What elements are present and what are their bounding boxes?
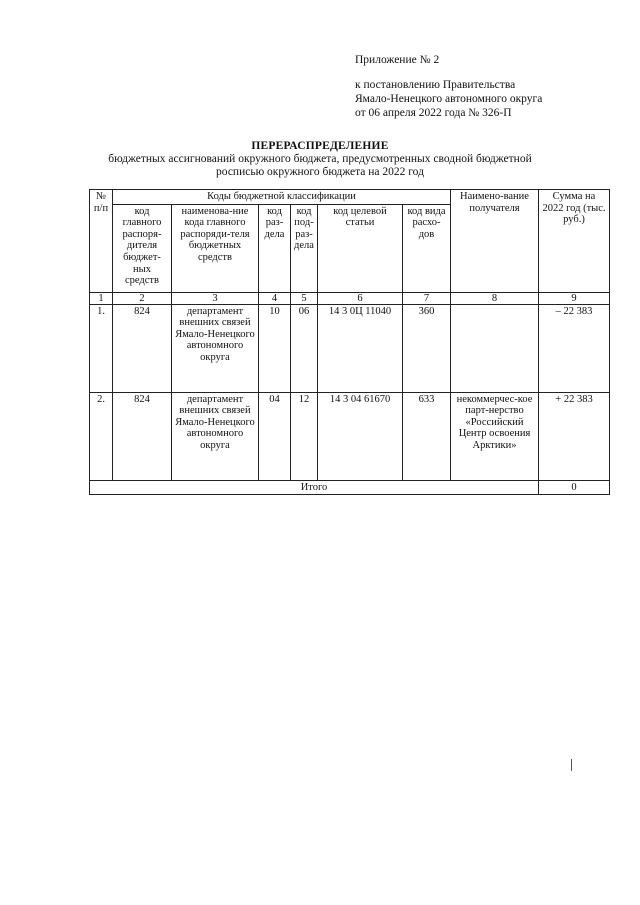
- row-tsel: 14 3 04 61670: [318, 392, 403, 480]
- column-index: 1: [90, 292, 113, 304]
- header-name-gr: наименова-ние кода главного распоряди-теля бюджетных средств: [172, 204, 259, 292]
- column-index: 3: [172, 292, 259, 304]
- scan-mark: [571, 759, 572, 771]
- header-recipient: Наимено-вание получателя: [451, 190, 539, 293]
- redistribution-table: [89, 189, 610, 495]
- table-row: [90, 392, 610, 480]
- total-label: Итого: [90, 480, 539, 495]
- row-razdel: 04: [259, 392, 291, 480]
- total-value: 0: [539, 480, 610, 495]
- row-num: 1.: [90, 304, 113, 392]
- row-recipient: некоммерчес-кое парт-нерство «Российский Центр освоения Арктики»: [451, 392, 539, 480]
- document-subtitle: росписью окружного бюджета на 2022 год: [216, 166, 424, 178]
- row-name-gr: департамент внешних связей Ямало-Ненецкого автономного округа: [172, 392, 259, 480]
- header-codes-group: Коды бюджетной классификации: [113, 190, 451, 205]
- appendix-block: [355, 53, 542, 120]
- row-sum: + 22 383: [539, 392, 610, 480]
- row-razdel: 10: [259, 304, 291, 392]
- column-index: 2: [113, 292, 172, 304]
- row-name-gr: департамент внешних связей Ямало-Ненецкого автономного округа: [172, 304, 259, 392]
- column-index-row: [90, 292, 610, 304]
- appendix-line: от 06 апреля 2022 года № 326-П: [355, 107, 512, 119]
- table-row: [90, 304, 610, 392]
- row-num: 2.: [90, 392, 113, 480]
- column-index: 6: [318, 292, 403, 304]
- row-sum: – 22 383: [539, 304, 610, 392]
- header-tsel: код целевой статьи: [318, 204, 403, 292]
- appendix-line: к постановлению Правительства: [355, 79, 516, 91]
- document-subtitle: бюджетных ассигнований окружного бюджета, предусмотренных сводной бюджетной: [108, 153, 532, 165]
- row-podrazdel: 06: [291, 304, 318, 392]
- appendix-line: Ямало-Ненецкого автономного округа: [355, 93, 543, 105]
- header-sum: Сумма на 2022 год (тыс. руб.): [539, 190, 610, 293]
- row-tsel: 14 3 0Ц 11040: [318, 304, 403, 392]
- total-row: [90, 480, 610, 495]
- header-code-gr: код главного распоря-дителя бюджет-ных средств: [113, 204, 172, 292]
- row-recipient: [451, 304, 539, 392]
- row-podrazdel: 12: [291, 392, 318, 480]
- header-row: [90, 190, 610, 205]
- appendix-title: Приложение № 2: [355, 54, 440, 66]
- row-code-gr: 824: [113, 304, 172, 392]
- row-vid: 360: [403, 304, 451, 392]
- header-vid: код вида расхо-дов: [403, 204, 451, 292]
- column-index: 9: [539, 292, 610, 304]
- column-index: 7: [403, 292, 451, 304]
- document-title: ПЕРЕРАСПРЕДЕЛЕНИЕ: [251, 140, 389, 152]
- header-podrazdel: код под-раз-дела: [291, 204, 318, 292]
- header-num: № п/п: [90, 190, 113, 293]
- document-heading: [0, 140, 640, 179]
- column-index: 8: [451, 292, 539, 304]
- row-code-gr: 824: [113, 392, 172, 480]
- column-index: 4: [259, 292, 291, 304]
- column-index: 5: [291, 292, 318, 304]
- header-razdel: код раз-дела: [259, 204, 291, 292]
- row-vid: 633: [403, 392, 451, 480]
